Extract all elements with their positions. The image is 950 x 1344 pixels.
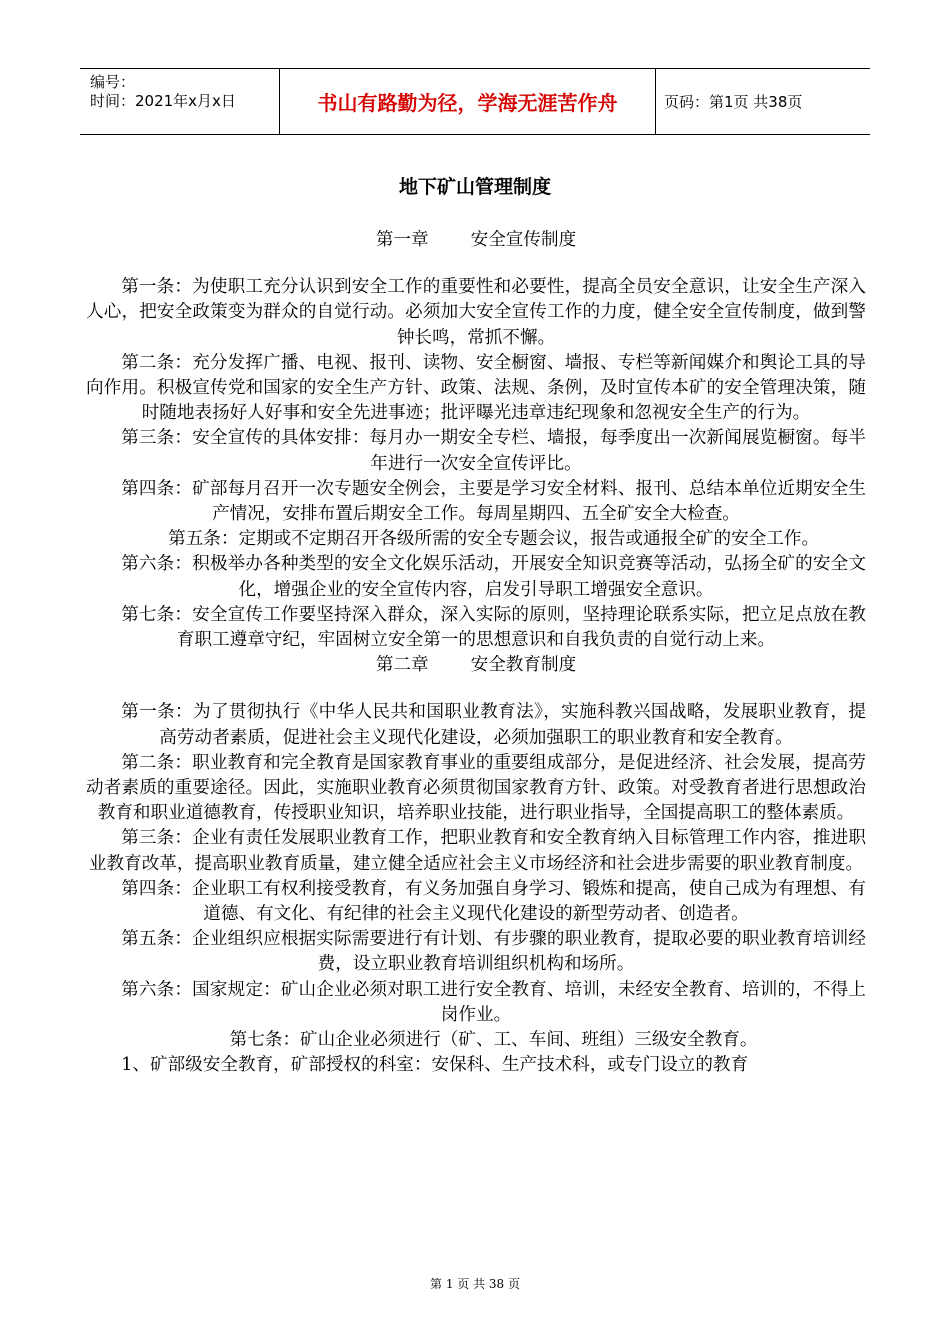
article-paragraph: 第一条：为使职工充分认识到安全工作的重要性和必要性，提高全员安全意识，让安全生产深入人心，把安全政策变为群众的自觉行动。必须加大安全宣传工作的力度，健全安全宣传制度，做到警钟长鸣，常抓不懈。	[86, 277, 866, 348]
document-title: 地下矿山管理制度	[398, 176, 551, 198]
chapter-name: 安全宣传制度	[470, 230, 577, 250]
page-footer: 第 1 页 共 38 页	[430, 1277, 520, 1291]
header-page-label: 页码：第1页 共38页	[664, 93, 803, 111]
article-paragraph: 第五条：企业组织应根据实际需要进行有计划、有步骤的职业教育，提取必要的职业教育培训经费，设立职业教育培训组织机构和场所。	[121, 929, 866, 975]
article-paragraph: 第二条：充分发挥广播、电视、报刊、读物、安全橱窗、墙报、专栏等新闻媒介和舆论工具的导向作用。积极宣传党和国家的安全生产方针、政策、法规、条例，及时宣传本矿的安全管理决策，随时随地表扬好人好事和安全先进事迹；批评曝光违章违纪现象和忽视安全生产的行为。	[86, 352, 866, 424]
article-paragraph: 第六条：国家规定：矿山企业必须对职工进行安全教育、培训，未经安全教育、培训的，不得上岗作业。	[121, 979, 866, 1025]
article-paragraph: 第二条：职业教育和完全教育是国家教育事业的重要组成部分，是促进经济、社会发展，提高劳动者素质的重要途径。因此，实施职业教育必须贯彻国家教育方针、政策。对受教育者进行思想政治教育和职业道德教育，传授职业知识，培养职业技能，进行职业指导，全国提高职工的整体素质。	[86, 752, 866, 824]
chapter-heading	[86, 228, 866, 253]
chapter-name: 安全教育制度	[470, 655, 577, 676]
article-paragraph: 第六条：积极举办各种类型的安全文化娱乐活动，开展安全知识竞赛等活动，弘扬全矿的安全文化，增强企业的安全宣传内容，启发引导职工增强安全意识。	[121, 554, 866, 600]
chapter-number: 第一章	[375, 230, 429, 250]
header-table	[80, 68, 870, 135]
doc-number-label: 编号：	[90, 73, 136, 91]
list-item: 1、矿部级安全教育，矿部授权的科室：安保科、生产技术科，或专门设立的教育	[121, 1055, 749, 1076]
chapter-heading	[86, 653, 866, 678]
document-body	[86, 228, 866, 1079]
header-meta	[80, 69, 280, 134]
article-paragraph: 第四条：矿部每月召开一次专题安全例会，主要是学习安全材料、报刊、总结本单位近期安全生产情况，安排布置后期安全工作。每周星期四、五全矿安全大检查。	[121, 478, 866, 525]
article-paragraph: 第三条：安全宣传的具体安排：每月办一期安全专栏、墙报，每季度出一次新闻展览橱窗。每半年进行一次安全宣传评比。	[121, 428, 866, 474]
doc-time-label: 时间：2021年x月x日	[90, 92, 236, 110]
article-paragraph: 第七条：矿山企业必须进行（矿、工、车间、班组）三级安全教育。	[229, 1030, 758, 1051]
article-paragraph: 第五条：定期或不定期召开各级所需的安全专题会议，报告或通报全矿的安全工作。	[168, 529, 820, 550]
article-paragraph: 第三条：企业有责任发展职业教育工作，把职业教育和安全教育纳入目标管理工作内容，推进职业教育改革，提高职业教育质量，建立健全适应社会主义市场经济和社会进步需要的职业教育制度。	[88, 828, 866, 874]
article-paragraph: 第四条：企业职工有权利接受教育，有义务加强自身学习、锻炼和提高，使自己成为有理想、有道德、有文化、有纪律的社会主义现代化建设的新型劳动者、创造者。	[121, 878, 866, 925]
chapter-number: 第二章	[375, 655, 429, 676]
article-paragraph: 第一条：为了贯彻执行《中华人民共和国职业教育法》，实施科教兴国战略，发展职业教育，提高劳动者素质，促进社会主义现代化建设，必须加强职工的职业教育和安全教育。	[121, 702, 866, 748]
header-motto: 书山有路勤为径，学海无涯苦作舟	[280, 69, 656, 134]
article-paragraph: 第七条：安全宣传工作要坚持深入群众，深入实际的原则，坚持理论联系实际，把立足点放在教育职工遵章守纪，牢固树立安全第一的思想意识和自我负责的自觉行动上来。	[121, 604, 866, 651]
